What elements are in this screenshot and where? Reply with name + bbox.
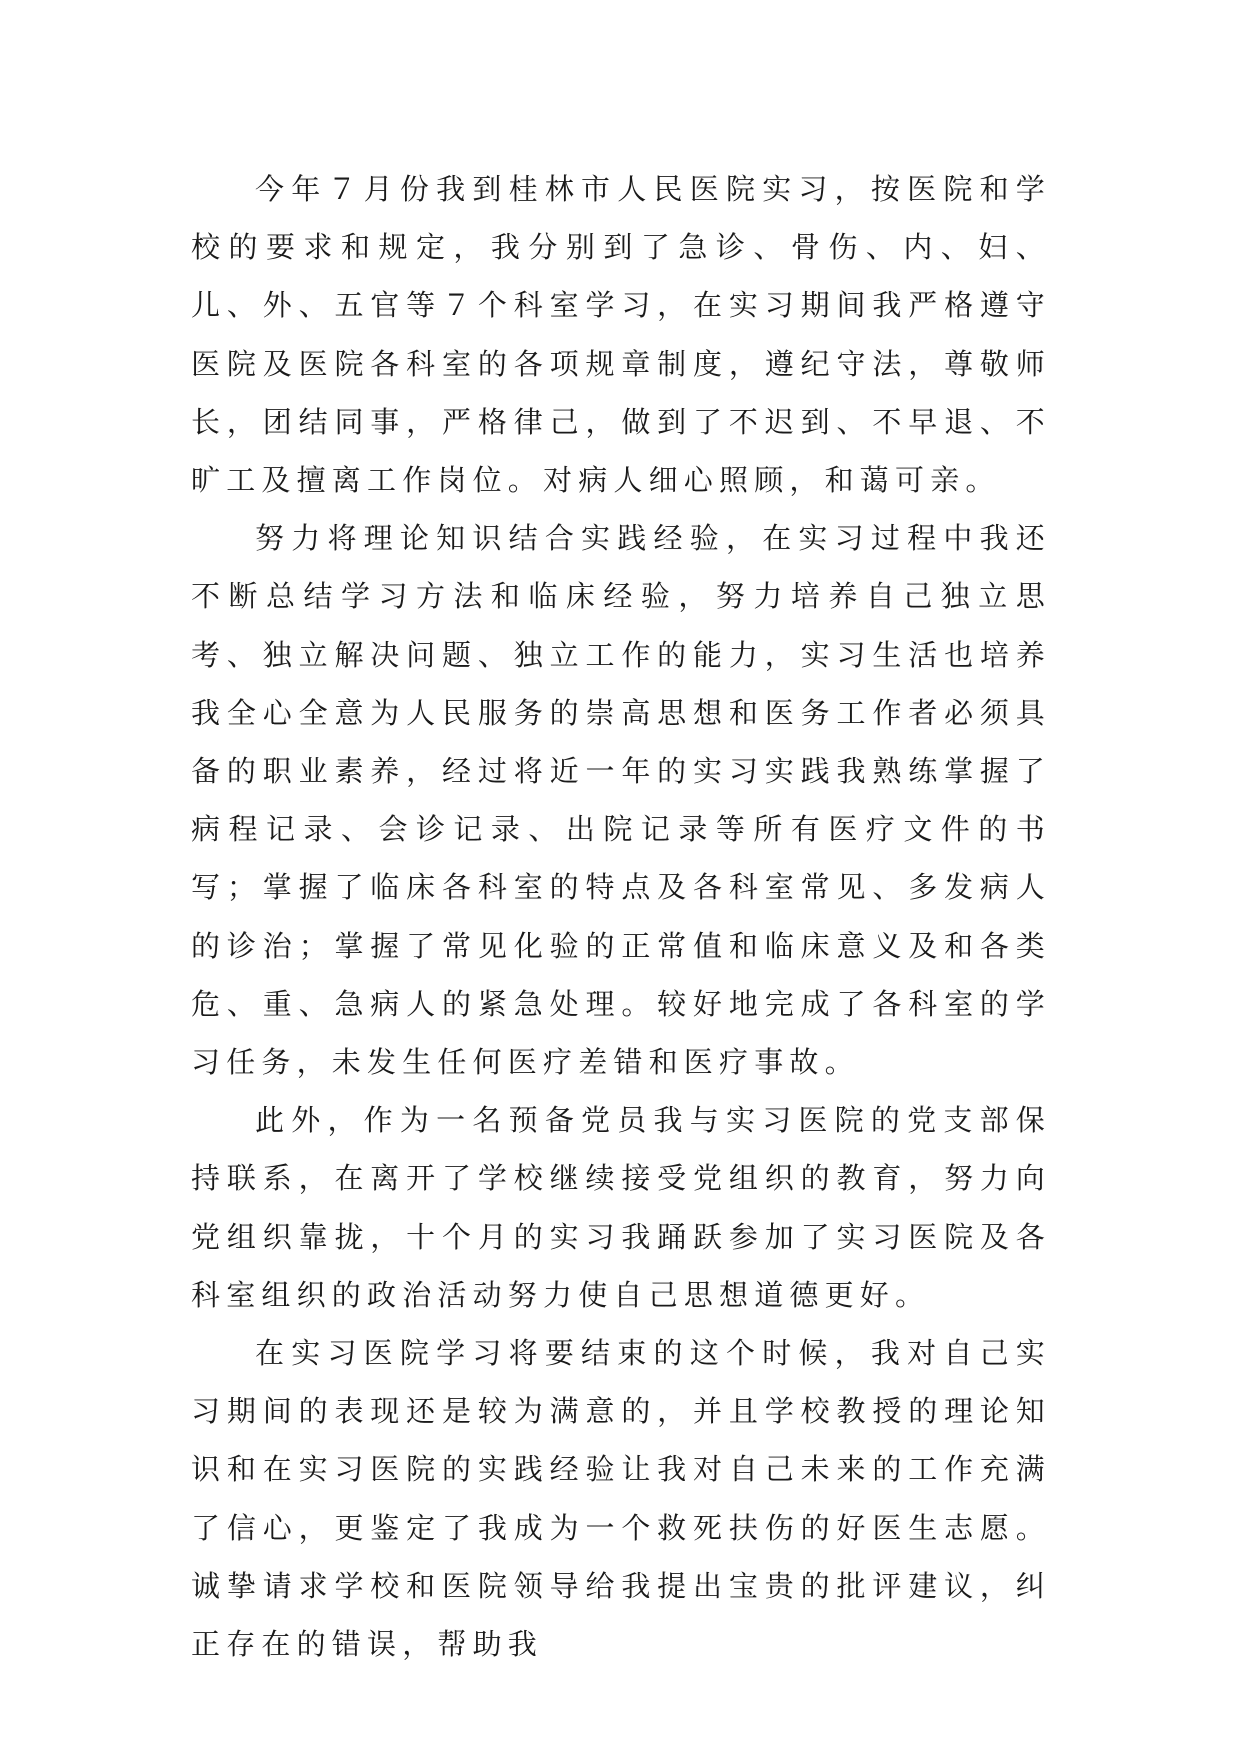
paragraph-clinical-skills: 努力将理论知识结合实践经验，在实习过程中我还不断总结学习方法和临床经验，努力培养自己独立思考、独立解决问题、独立工作的能力，实习生活也培养我全心全意为人民服务的崇高思想和医务工作者必须具备的职业素养，经过将近一年的实习实践我熟练掌握了病程记录、会诊记录、出院记录等所有医疗文件的书写；掌握了临床各科室的特点及各科室常见、多发病人的诊治；掌握了常见化验的正常值和临床意义及和各类危、重、急病人的紧急处理。较好地完成了各科室的学习任务，未发生任何医疗差错和医疗事故。: [191, 521, 1051, 1080]
document-body: [191, 160, 1051, 1673]
paragraph-party-activities: 此外，作为一名预备党员我与实习医院的党支部保持联系，在离开了学校继续接受党组织的教育，努力向党组织靠拢，十个月的实习我踊跃参加了实习医院及各科室组织的政治活动努力使自己思想道德更好。: [191, 1103, 1051, 1312]
paragraph-conclusion: 在实习医院学习将要结束的这个时候，我对自己实习期间的表现还是较为满意的，并且学校教授的理论知识和在实习医院的实践经验让我对自己未来的工作充满了信心，更鉴定了我成为一个救死扶伤的好医生志愿。诚挚请求学校和医院领导给我提出宝贵的批评建议，纠正存在的错误，帮助我: [191, 1336, 1051, 1662]
paragraph-internship-overview: 今年７月份我到桂林市人民医院实习，按医院和学校的要求和规定，我分别到了急诊、骨伤、内、妇、儿、外、五官等７个科室学习，在实习期间我严格遵守医院及医院各科室的各项规章制度，遵纪守法，尊敬师长，团结同事，严格律己，做到了不迟到、不早退、不旷工及擅离工作岗位。对病人细心照顾，和蔼可亲。: [191, 172, 1051, 498]
